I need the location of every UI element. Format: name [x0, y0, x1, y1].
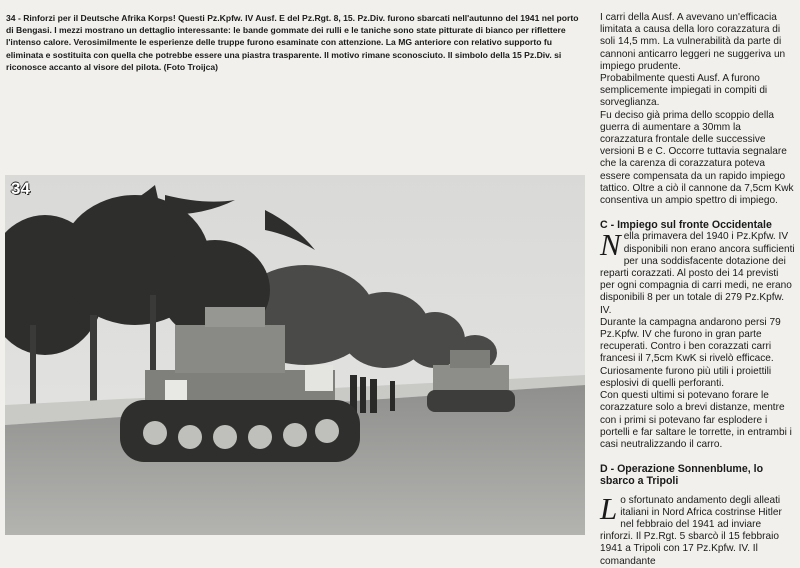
- paragraph: ella primavera del 1940 i Pz.Kpfw. IV disponibili non erano ancora sufficienti per una soddisfacente dotazione dei reparti corazzati. Al posto dei 14 previsti per ogni compagnia di carri medi, ne erano disponibili 8 per un totale di 279 Pz.Kpfw. IV.: [600, 231, 795, 316]
- photo-caption: 34 - Rinforzi per il Deutsche Afrika Korps! Questi Pz.Kpfw. IV Ausf. E del Pz.Rgt. 8, 15. Pz.Div. furono sbarcati nell'autunno del 1941 nel porto di Bengasi. I mezzi mostrano un dettaglio interessante: le bande gommate dei rulli e le taniche sono state pitturate di bianco per riflettere l'intenso calore. Verosimilmente le esperienze delle truppe furono esaminate con attenzione. La MG anteriore con relativo supporto fu eliminata e sostituita con quella che potrebbe essere una piastra trasparente. Il motivo rimane sconosciuto. Il simbolo della 15 Pz.Div. si riconosce accanto al visore del pilota. (Foto Troijca): [6, 13, 579, 72]
- paragraph: Probabilmente questi Ausf. A furono semplicemente impiegati in compiti di sorveglianza.: [600, 73, 768, 109]
- photo: [5, 175, 585, 535]
- paragraph: Fu deciso già prima dello scoppio della guerra di aumentare a 30mm la corazzatura frontale delle successive versioni B e C. Occorre tuttavia segnalare che la carenza di corazzatura poteva essere compensata da un rapido impiego tattico. Oltre a ciò il cannone da 7,5cm Kwk consentiva un ampio spettro di impiego.: [600, 109, 794, 207]
- photo-number: 34: [11, 179, 30, 198]
- paragraph: Con questi ultimi si potevano forare le corazzature solo a brevi distanze, mentre con i primi si potevano far esplodere i portelli e far saltare le torrette, in entrambi i casi neutralizzando il carro.: [600, 390, 792, 450]
- paragraph: o sfortunato andamento degli alleati italiani in Nord Africa costrinse Hitler nel febbraio del 1941 ad inviare rinforzi. Il Pz.Rgt. 5 sbarcò il 15 febbraio 1941 a Tripoli con 17 Pz.Kpfw. IV. Il comandante: [600, 494, 782, 567]
- dropcap: L: [600, 490, 618, 526]
- paragraph: Durante la campagna andarono persi 79 Pz.Kpfw. IV che furono in gran parte recuperati. Contro i ben corazzati carri francesi il 7,5cm KwK si rivelò efficace. Curiosamente furono più utili i proiettili esplosivi di quelli perforanti.: [600, 316, 781, 389]
- dropcap: N: [600, 227, 621, 263]
- paragraph: I carri della Ausf. A avevano un'efficacia limitata a causa della loro corazzatura di soli 14,5 mm. La vulnerabilità da parte di cannoni anticarro leggeri ne suggeriva un impiego prudente.: [600, 12, 786, 72]
- article-column: [600, 12, 795, 568]
- section-heading-c: C - Impiego sul fronte Occidentale: [600, 219, 772, 232]
- tank-convoy-photo: [5, 175, 585, 535]
- section-heading-d: D - Operazione Sonnenblume, lo sbarco a Tripoli: [600, 463, 764, 488]
